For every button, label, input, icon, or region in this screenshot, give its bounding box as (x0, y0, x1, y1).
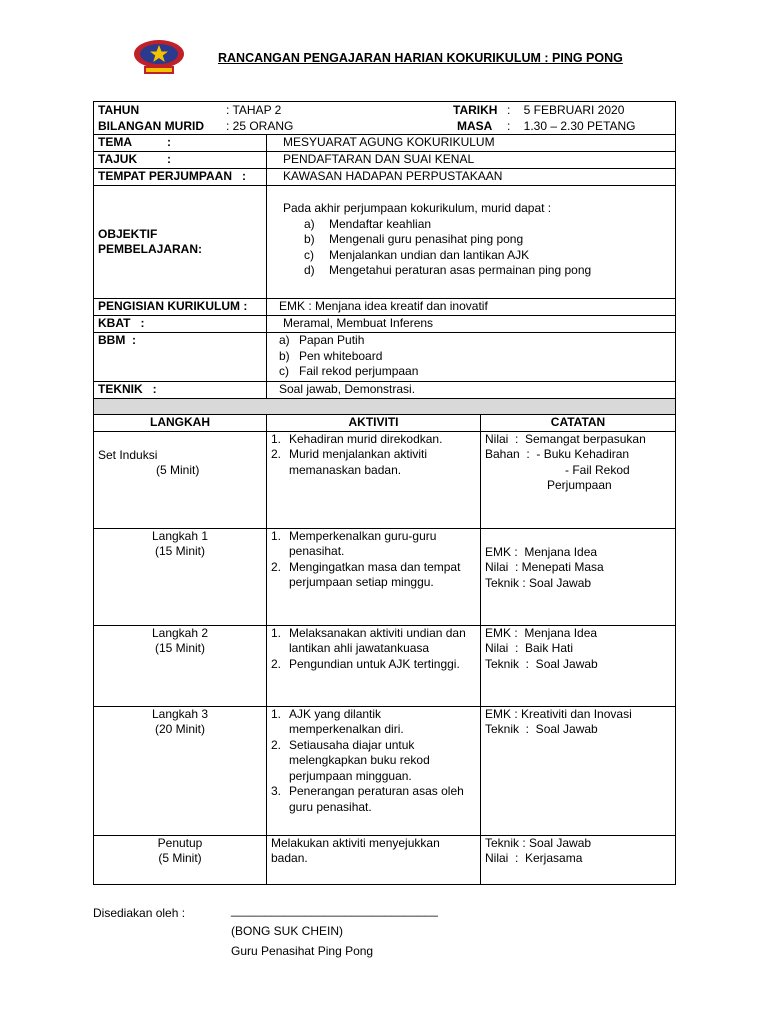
activity-item: 3. Penerangan peraturan asas oleh guru penasihat. (271, 784, 464, 814)
activity-item: 2. Murid menjalankan aktiviti memanaskan badan. (271, 447, 428, 477)
activity-item: 2. Pengundian untuk AJK tertinggi. (271, 656, 460, 671)
column-header-langkah: LANGKAH (94, 415, 267, 432)
prepared-by-label: Disediakan oleh : (93, 906, 186, 920)
activity-item: 1. AJK yang dilantik memperkenalkan diri. (271, 706, 404, 736)
activity-item: 1. Kehadiran murid direkodkan. (271, 431, 443, 446)
bilangan-label: BILANGAN MURID (98, 119, 204, 133)
note-line: Teknik : Soal Jawab (485, 722, 598, 736)
step-row (94, 835, 676, 884)
tajuk-row (94, 152, 676, 169)
step-name: Penutup (157, 835, 203, 850)
objektif-row (94, 186, 676, 299)
teknik-label: TEKNIK : (94, 382, 267, 399)
step-row (94, 431, 676, 528)
tahun-label: TAHUN (98, 103, 140, 117)
step-name: Set Induksi (98, 447, 158, 462)
tajuk-label: TAJUK (98, 152, 138, 166)
page-title: RANCANGAN PENGAJARAN HARIAN KOKURIKULUM : PING PONG (218, 51, 623, 65)
step-row (94, 625, 676, 706)
signature-line: _______________________________ (231, 903, 438, 917)
objektif-item: b) Mengenali guru penasihat ping pong (304, 232, 524, 246)
teacher-role: Guru Penasihat Ping Pong (231, 944, 374, 958)
masa-label: MASA (457, 119, 493, 133)
pengisian-label: PENGISIAN KURIKULUM : (94, 299, 267, 316)
step-row (94, 706, 676, 835)
tajuk-colon: : (167, 152, 171, 166)
tempat-label: TEMPAT PERJUMPAAN : (94, 169, 267, 186)
activity-item: 2. Mengingatkan masa dan tempat perjumpaan setiap minggu. (271, 559, 461, 589)
column-header-catatan: CATATAN (481, 415, 676, 432)
note-line: Perjumpaan (547, 478, 612, 492)
note-line: Teknik : Soal Jawab (485, 835, 592, 850)
note-line: EMK : Kreativiti dan Inovasi (485, 706, 632, 721)
note-line: EMK : Menjana Idea (485, 544, 598, 559)
objektif-item: a) Mendaftar keahlian (304, 216, 432, 231)
lesson-plan-table (93, 101, 676, 885)
activity-item: 1. Memperkenalkan guru-guru penasihat. (271, 528, 437, 558)
school-logo (132, 36, 186, 76)
note-line: Nilai : Semangat berpasukan (485, 431, 646, 446)
column-header-row (94, 415, 676, 432)
column-header-aktiviti: AKTIVITI (267, 415, 481, 432)
note-line: Nilai : Kerjasama (485, 851, 583, 865)
step-duration: (20 Minit) (154, 722, 205, 736)
tahun-value: : TAHAP 2 (226, 103, 282, 117)
bbm-item: c) Fail rekod perjumpaan (279, 364, 419, 378)
bbm-row (94, 333, 676, 382)
bbm-item: b) Pen whiteboard (279, 348, 383, 363)
pengisian-row (94, 299, 676, 316)
objektif-label: OBJEKTIF PEMBELAJARAN: (94, 186, 267, 299)
note-line: - Fail Rekod (565, 462, 630, 477)
tema-label: TEMA (98, 135, 132, 149)
activity-item: 2. Setiausaha diajar untuk melengkapkan buku rekod perjumpaan mingguan. (271, 737, 430, 783)
tema-value: MESYUARAT AGUNG KOKURIKULUM (267, 135, 676, 152)
step-name: Langkah 1 (151, 528, 209, 543)
bbm-item: a) Papan Putih (279, 333, 365, 347)
bbm-label: BBM : (94, 333, 267, 382)
note-line: Nilai : Menepati Masa (485, 560, 604, 574)
step-duration: (5 Minit) (158, 851, 202, 865)
separator-row (94, 399, 676, 415)
step-name: Langkah 2 (151, 625, 209, 640)
objektif-intro: Pada akhir perjumpaan kokurikulum, murid dapat : (283, 201, 552, 215)
tempat-value: KAWASAN HADAPAN PERPUSTAKAAN (267, 169, 676, 186)
objektif-item: c) Menjalankan undian dan lantikan AJK (304, 247, 530, 262)
note-line: Teknik : Soal Jawab (485, 575, 592, 590)
tarikh-value: : 5 FEBRUARI 2020 (507, 103, 625, 117)
step-duration: (15 Minit) (154, 641, 205, 655)
activity-item: 1. Melaksanakan aktiviti undian dan lantikan ahli jawatankuasa (271, 625, 466, 655)
activity-text: Melakukan aktiviti menyejukkan badan. (267, 835, 481, 884)
header-row (94, 102, 676, 135)
kbat-value: Meramal, Membuat Inferens (267, 316, 676, 333)
step-duration: (5 Minit) (156, 463, 200, 477)
note-line: Bahan : - Buku Kehadiran (485, 447, 630, 461)
note-line: Nilai : Baik Hati (485, 641, 574, 655)
objektif-list (283, 217, 671, 279)
note-line: Teknik : Soal Jawab (485, 656, 598, 671)
objektif-item: d) Mengetahui peraturan asas permainan ping pong (304, 263, 592, 277)
step-duration: (15 Minit) (154, 544, 205, 558)
teknik-value: Soal jawab, Demonstrasi. (267, 382, 676, 399)
kbat-row (94, 316, 676, 333)
step-name: Langkah 3 (151, 706, 209, 721)
teknik-row (94, 382, 676, 399)
note-line: EMK : Menjana Idea (485, 625, 598, 640)
tarikh-label: TARIKH (453, 103, 498, 117)
masa-value: : 1.30 – 2.30 PETANG (507, 119, 636, 133)
tema-colon: : (167, 135, 171, 149)
step-row (94, 528, 676, 625)
kbat-label: KBAT : (94, 316, 267, 333)
tajuk-value: PENDAFTARAN DAN SUAI KENAL (267, 152, 676, 169)
tempat-row (94, 169, 676, 186)
pengisian-value: EMK : Menjana idea kreatif dan inovatif (267, 299, 676, 316)
teacher-name: (BONG SUK CHEIN) (231, 924, 344, 938)
bilangan-value: : 25 ORANG (226, 119, 294, 133)
tema-row (94, 135, 676, 152)
